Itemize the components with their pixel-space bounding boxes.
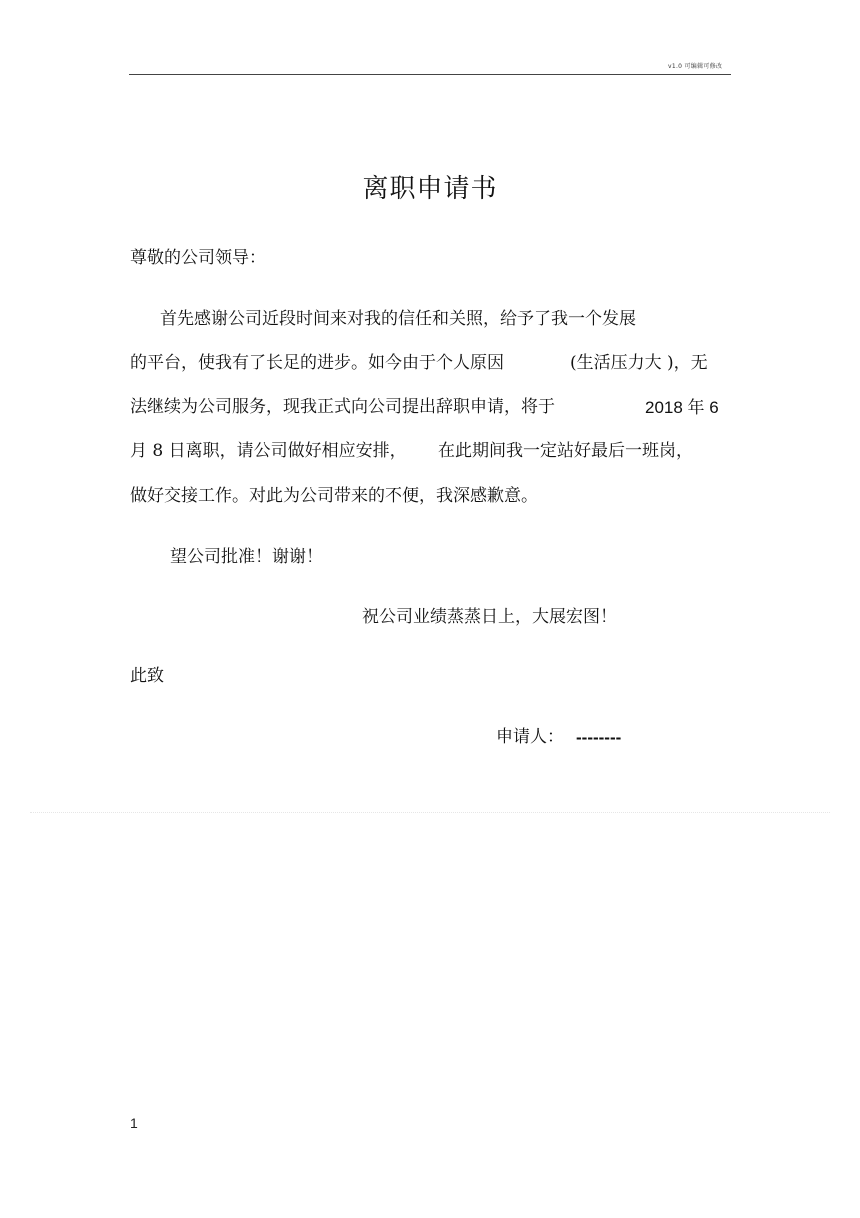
body-line-2-text: 的平台，使我有了长足的进步。如今由于个人原因 bbox=[130, 353, 504, 373]
body-line-3 bbox=[130, 399, 732, 419]
wish-line: 祝公司业绩蒸蒸日上，大展宏图！ bbox=[362, 607, 617, 627]
body-line-2 bbox=[130, 355, 732, 375]
body-line-4-text: 月 8 日离职，请公司做好相应安排， bbox=[130, 441, 407, 461]
applicant-line bbox=[496, 729, 696, 749]
body-line-5: 做好交接工作。对此为公司带来的不便，我深感歉意。 bbox=[130, 486, 538, 506]
page-number: 1 bbox=[130, 1115, 138, 1131]
request-line: 望公司批准！谢谢！ bbox=[170, 547, 323, 567]
applicant-name: -------- bbox=[576, 728, 622, 747]
body-line-2-reason: (生活压力大 )，无 bbox=[570, 353, 708, 373]
body-line-3-date: 2018 年 6 bbox=[645, 398, 719, 417]
header-version-tag: v1.0 可编辑可修改 bbox=[668, 63, 723, 70]
salutation: 尊敬的公司领导： bbox=[130, 248, 266, 268]
page-divider bbox=[30, 812, 830, 813]
body-line-1: 首先感谢公司近段时间来对我的信任和关照，给予了我一个发展 bbox=[160, 309, 636, 329]
body-line-3-text: 法继续为公司服务，现我正式向公司提出辞职申请，将于 bbox=[130, 397, 555, 417]
body-line-4 bbox=[130, 443, 732, 463]
closing: 此致 bbox=[130, 666, 164, 686]
letter-title: 离职申请书 bbox=[362, 174, 498, 204]
applicant-label: 申请人： bbox=[496, 727, 564, 747]
header-rule bbox=[129, 74, 731, 75]
body-line-4-rest: 在此期间我一定站好最后一班岗， bbox=[438, 441, 693, 461]
